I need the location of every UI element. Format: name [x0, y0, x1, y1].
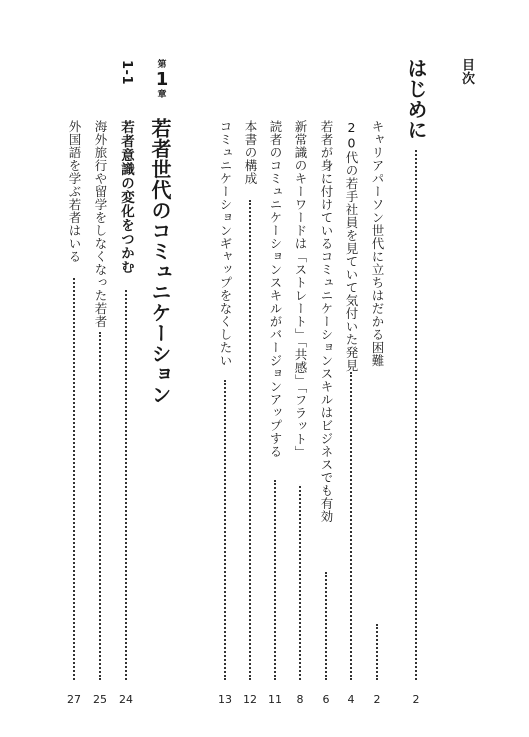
toc-heading-column: [456, 0, 476, 737]
page-number: 25: [93, 693, 107, 706]
toc-entry[interactable]: [90, 0, 110, 737]
chapter-label-prefix: 第: [157, 60, 167, 70]
toc-entry[interactable]: [367, 0, 387, 737]
dot-leader: [350, 372, 352, 680]
toc-entry[interactable]: [215, 0, 235, 737]
dot-leader: [224, 380, 226, 680]
dot-leader: [325, 572, 327, 680]
dot-leader: [299, 486, 301, 680]
entry-title: キャリアパーソン世代に立ちはだかる困難: [370, 120, 385, 367]
toc-entry[interactable]: [290, 0, 310, 737]
dot-leader: [376, 624, 378, 680]
dot-leader: [99, 332, 101, 680]
chapter-entry[interactable]: [150, 0, 170, 737]
section-number: 1-1: [119, 60, 134, 85]
toc-heading: 目次: [459, 58, 474, 85]
entry-title: 新常識のキーワードは「ストレート」「共感」「フラット」: [293, 120, 308, 459]
chapter-number: 1: [155, 69, 169, 90]
toc-entry[interactable]: [240, 0, 260, 737]
page-number: 6: [322, 693, 330, 706]
chapter-title: 若者世代のコミュニケーション: [148, 118, 172, 405]
dot-leader: [274, 480, 276, 680]
section-entry[interactable]: [116, 0, 136, 737]
toc-entry[interactable]: [64, 0, 84, 737]
toc-entry[interactable]: [265, 0, 285, 737]
page-number: 2: [373, 693, 381, 706]
page-number: 8: [296, 693, 304, 706]
page-number: 11: [268, 693, 282, 706]
chapter-label-suffix: 章: [157, 90, 167, 100]
dot-leader: [125, 290, 127, 680]
page-number: 13: [218, 693, 232, 706]
entry-title: 若者が身に付けているコミュニケーションスキルはビジネスでも有効: [319, 120, 334, 523]
page-number: 4: [347, 693, 355, 706]
entry-title: コミュニケーションギャップをなくしたい: [218, 120, 233, 367]
entry-title: 読者のコミュニケーションスキルがバージョンアップする: [268, 120, 283, 458]
dot-leader: [73, 278, 75, 680]
page-number: 27: [67, 693, 81, 706]
entry-title: 20代の若手社員を見ていて気付いた発見: [344, 120, 359, 372]
entry-title: 外国語を学ぶ若者はいる: [67, 120, 82, 263]
toc-entry[interactable]: [341, 0, 361, 737]
page-number: 12: [243, 693, 257, 706]
preface-entry[interactable]: [406, 0, 426, 737]
entry-title: 海外旅行や留学をしなくなった若者: [93, 120, 108, 328]
dot-leader: [415, 150, 417, 680]
dot-leader: [249, 200, 251, 680]
entry-title: 本書の構成: [243, 120, 258, 185]
page-number: 2: [412, 693, 420, 706]
toc-entry[interactable]: [316, 0, 336, 737]
preface-title: はじめに: [404, 58, 428, 140]
section-title: 若者意識の変化をつかむ: [118, 120, 134, 274]
page-number: 24: [119, 693, 133, 706]
